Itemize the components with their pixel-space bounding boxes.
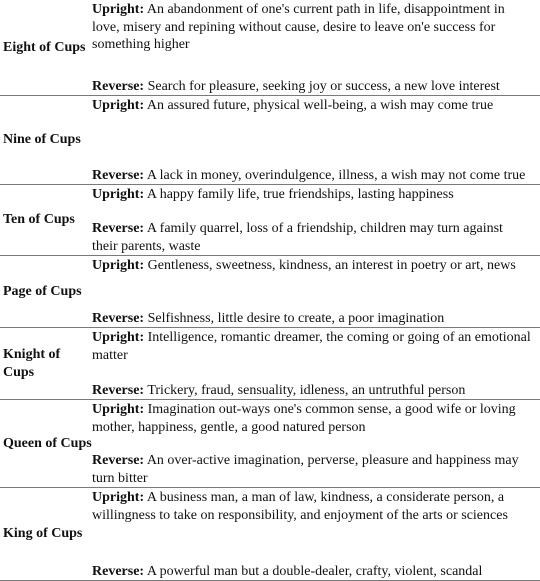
reverse-text: A family quarrel, loss of a friendship, children may turn against their parents, waste (92, 221, 503, 254)
table-row-eight-of-cups (0, 0, 540, 96)
reverse-label: Reverse: (92, 221, 145, 236)
card-name: King of Cups (3, 526, 83, 541)
reverse-label: Reverse: (92, 382, 145, 398)
card-meanings (92, 400, 540, 487)
upright-label: Upright: (92, 98, 145, 113)
card-name: Nine of Cups (3, 132, 81, 147)
reverse-text: Selfishness, little desire to create, a poor imagination (147, 310, 445, 326)
reverse-meaning (92, 220, 540, 255)
reverse-text: Trickery, fraud, sensuality, idleness, an untruthful person (147, 382, 466, 398)
reverse-text: Search for pleasure, seeking joy or success, a new love interest (147, 78, 500, 94)
reverse-text: A lack in money, overindulgence, illness, a wish may not come true (146, 167, 526, 183)
table-row-knight-of-cups (0, 328, 540, 400)
upright-text: A happy family life, true friendships, lasting happiness (146, 187, 454, 202)
reverse-label: Reverse: (92, 310, 145, 326)
table-row-nine-of-cups (0, 96, 540, 185)
upright-meaning (92, 329, 540, 364)
card-meanings (92, 256, 540, 327)
table-row-page-of-cups (0, 256, 540, 328)
upright-text: An assured future, physical well-being, a wish may come true (146, 98, 494, 113)
upright-label: Upright: (92, 258, 145, 273)
reverse-label: Reverse: (92, 563, 145, 579)
upright-text: Gentleness, sweetness, kindness, an interest in poetry or art, news (147, 258, 516, 273)
upright-meaning (92, 1, 540, 54)
reverse-meaning (92, 382, 540, 400)
upright-meaning (92, 97, 540, 115)
card-meanings (92, 185, 540, 255)
upright-label: Upright: (92, 187, 145, 202)
reverse-text: An over-active imagination, perverse, pleasure and happiness may turn bitter (92, 453, 519, 486)
card-meanings (92, 328, 540, 399)
reverse-meaning (92, 78, 540, 96)
reverse-label: Reverse: (92, 167, 145, 183)
card-name: Queen of Cups (3, 435, 92, 451)
card-meanings (92, 488, 540, 580)
card-name: Page of Cups (3, 283, 82, 299)
upright-label: Upright: (92, 2, 145, 17)
upright-meaning (92, 257, 540, 275)
reverse-meaning (92, 563, 540, 581)
table-row-queen-of-cups (0, 400, 540, 488)
upright-label: Upright: (92, 490, 145, 505)
upright-meaning (92, 186, 540, 204)
upright-label: Upright: (92, 402, 145, 417)
card-meanings (92, 96, 540, 184)
reverse-label: Reverse: (92, 78, 145, 94)
reverse-text: A powerful man but a double-dealer, crafty, violent, scandal (146, 563, 483, 579)
reverse-label: Reverse: (92, 453, 145, 468)
upright-text: An abandonment of one's current path in life, disappointment in love, misery and repining without cause, desire to leave on'e success for something higher (92, 2, 505, 52)
upright-meaning (92, 401, 540, 436)
card-name: Ten of Cups (3, 212, 75, 227)
upright-meaning (92, 489, 540, 524)
upright-text: Intelligence, romantic dreamer, the coming or going of an emotional matter (92, 330, 531, 363)
reverse-meaning (92, 452, 540, 487)
card-meanings (92, 0, 540, 95)
card-name: Eight of Cups (3, 39, 86, 55)
table-row-ten-of-cups (0, 185, 540, 256)
upright-label: Upright: (92, 330, 145, 345)
upright-text: A business man, a man of law, kindness, a considerate person, a willingness to take on responsibility, and enjoyment of the arts or sciences (92, 490, 508, 523)
upright-text: Imagination out-ways one's common sense, a good wife or loving mother, happiness, gentle, a good natured person (92, 402, 516, 435)
card-name: Knight of Cups (3, 346, 61, 380)
reverse-meaning (92, 167, 540, 185)
table-row-king-of-cups (0, 488, 540, 581)
reverse-meaning (92, 310, 540, 328)
